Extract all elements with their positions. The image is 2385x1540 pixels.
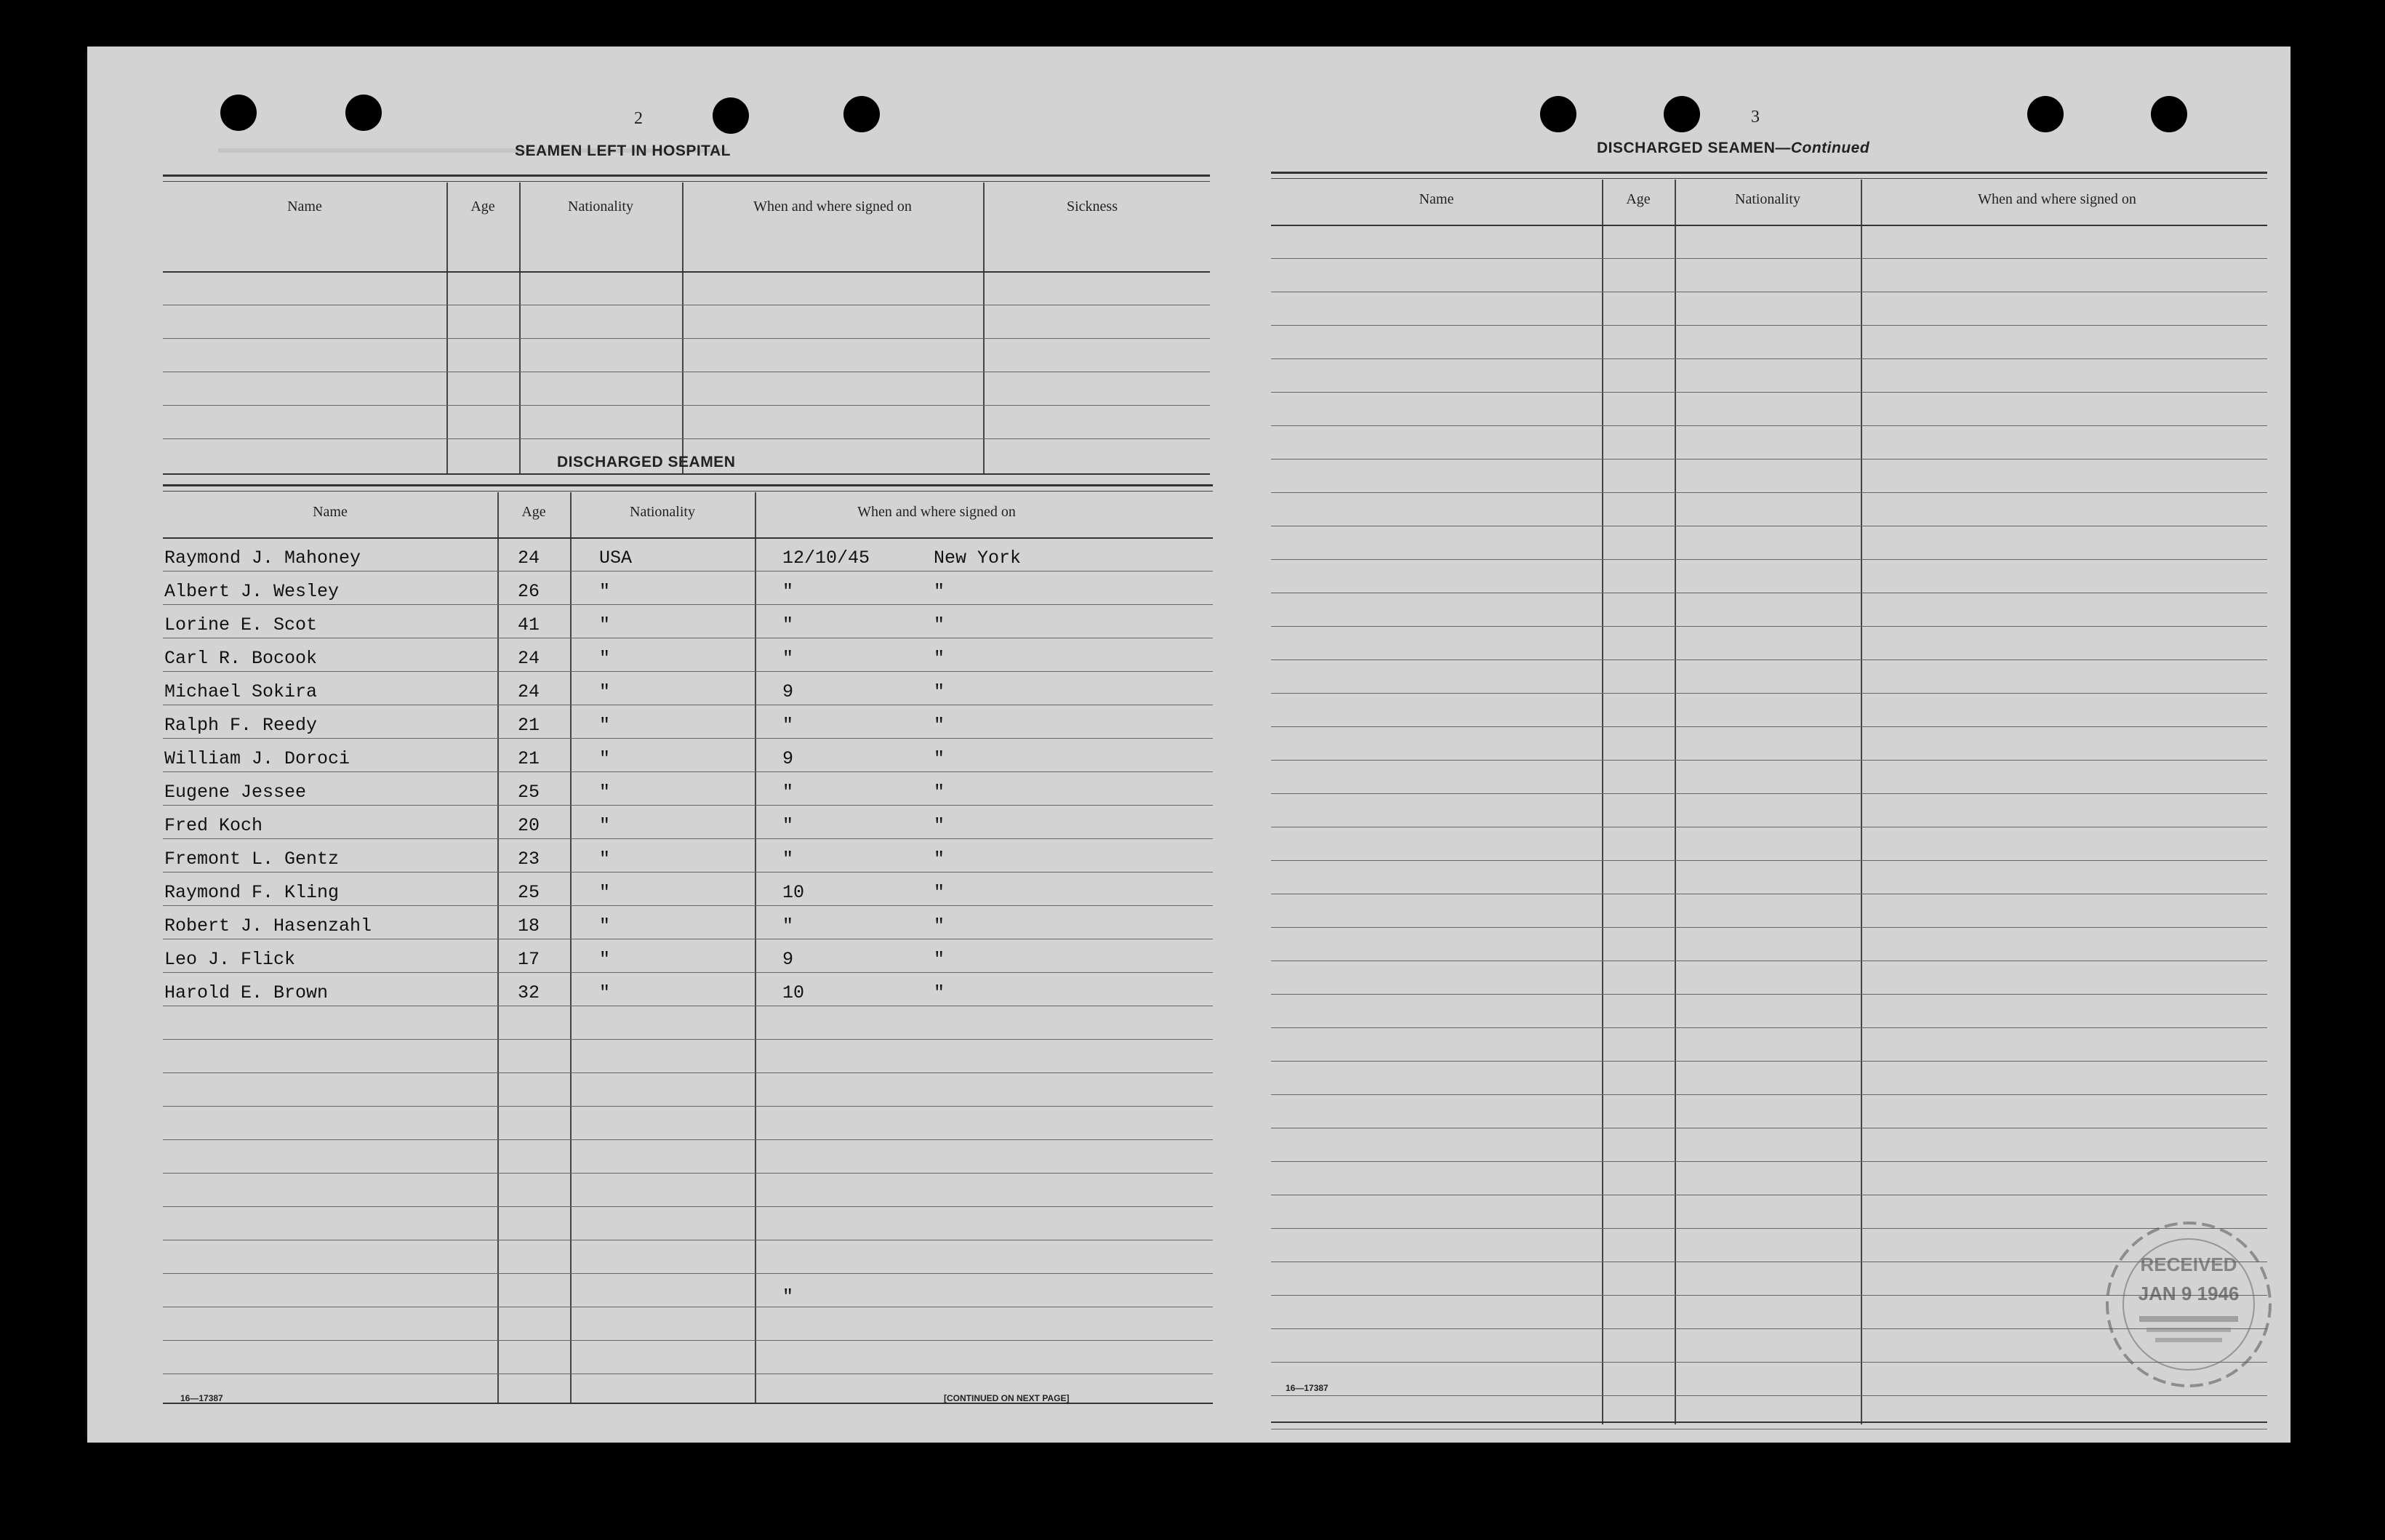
ruled-line: [1271, 225, 2267, 226]
ruled-line: [1271, 559, 2267, 560]
ruled-line: [1271, 1395, 2267, 1396]
discharged-continued-suffix: —Continued: [1775, 140, 1870, 156]
hospital-col-signed-on: When and where signed on: [753, 198, 912, 214]
seaman-signed-place: ": [934, 849, 945, 870]
seaman-age: 21: [518, 748, 540, 769]
seaman-name: Lorine E. Scot: [164, 614, 318, 635]
discharged-col-name: Name: [313, 504, 348, 520]
punch-hole: [713, 97, 749, 134]
ruled-line: [1271, 626, 2267, 627]
right-col-age: Age: [1626, 191, 1651, 207]
seaman-nationality: ": [599, 614, 611, 635]
seaman-signed-date: ": [782, 782, 794, 803]
seaman-age: 24: [518, 648, 540, 669]
seaman-signed-date: 9: [782, 949, 794, 970]
seaman-signed-date: ": [782, 614, 794, 635]
discharged-col-signed-on: When and where signed on: [857, 504, 1016, 520]
ruled-line: [1271, 459, 2267, 460]
seaman-name: Harold E. Brown: [164, 982, 329, 1003]
seaman-signed-date: 10: [782, 982, 805, 1003]
right-col-signed-on: When and where signed on: [1978, 191, 2136, 207]
ruled-line: [1271, 860, 2267, 861]
seaman-age: 21: [518, 715, 540, 736]
hospital-col-sickness: Sickness: [1067, 198, 1118, 214]
extra-ditto-mark: ": [782, 1286, 794, 1307]
seaman-name: Robert J. Hasenzahl: [164, 915, 372, 937]
seaman-signed-place: ": [934, 915, 945, 937]
seaman-name: Leo J. Flick: [164, 949, 296, 970]
seaman-name: Michael Sokira: [164, 681, 318, 702]
form-number-left: 16—17387: [180, 1393, 223, 1403]
discharged-section-title: DISCHARGED SEAMEN: [557, 454, 736, 470]
seaman-name: Raymond F. Kling: [164, 882, 340, 903]
seaman-signed-date: 9: [782, 748, 794, 769]
seaman-name: Raymond J. Mahoney: [164, 548, 361, 569]
discharged-continued-main: DISCHARGED SEAMEN: [1597, 140, 1776, 156]
punch-hole: [843, 96, 880, 132]
discharged-col-age: Age: [521, 504, 546, 520]
ruled-line: [1271, 927, 2267, 928]
discharged-col-nationality: Nationality: [630, 504, 695, 520]
seaman-age: 18: [518, 915, 540, 937]
punch-hole: [2027, 96, 2064, 132]
ruled-line: [1271, 793, 2267, 794]
hospital-col-nationality: Nationality: [568, 198, 633, 214]
seaman-signed-date: ": [782, 581, 794, 602]
seaman-name: Eugene Jessee: [164, 782, 307, 803]
stamp-received-text: RECEIVED: [2140, 1254, 2237, 1275]
seaman-age: 17: [518, 949, 540, 970]
continued-note: [CONTINUED ON NEXT PAGE]: [944, 1393, 1070, 1403]
seaman-signed-place: ": [934, 748, 945, 769]
seaman-signed-place: ": [934, 614, 945, 635]
punch-hole: [1664, 96, 1700, 132]
seaman-age: 23: [518, 849, 540, 870]
ruled-line: [1271, 659, 2267, 660]
punch-hole: [220, 95, 257, 131]
discharged-table-left: [163, 484, 1213, 1404]
received-stamp: [2080, 1210, 2320, 1392]
seaman-signed-place: ": [934, 815, 945, 836]
seaman-name: Fremont L. Gentz: [164, 849, 340, 870]
seaman-signed-place: ": [934, 648, 945, 669]
ruled-line: [1271, 760, 2267, 761]
seaman-signed-place: ": [934, 581, 945, 602]
punch-hole: [2151, 96, 2187, 132]
seaman-signed-place: ": [934, 882, 945, 903]
seaman-signed-place: ": [934, 782, 945, 803]
seaman-age: 25: [518, 782, 540, 803]
punch-hole: [1540, 96, 1576, 132]
seaman-nationality: ": [599, 648, 611, 669]
seaman-signed-place: ": [934, 982, 945, 1003]
ruled-line: [1271, 492, 2267, 493]
seaman-nationality: ": [599, 849, 611, 870]
seaman-signed-date: 10: [782, 882, 805, 903]
seaman-nationality: ": [599, 915, 611, 937]
ruled-line: [1271, 1161, 2267, 1162]
seaman-age: 24: [518, 548, 540, 569]
seaman-nationality: ": [599, 581, 611, 602]
document-sheet: [87, 47, 2290, 1443]
seaman-age: 41: [518, 614, 540, 635]
seaman-signed-place: New York: [934, 548, 1022, 569]
seaman-signed-date: 12/10/45: [782, 548, 870, 569]
seaman-nationality: ": [599, 715, 611, 736]
seaman-signed-place: ": [934, 681, 945, 702]
ruled-line: [1271, 1061, 2267, 1062]
form-number-right: 16—17387: [1286, 1383, 1328, 1393]
seaman-age: 24: [518, 681, 540, 702]
seaman-nationality: ": [599, 782, 611, 803]
ruled-line: [1271, 1094, 2267, 1095]
seaman-signed-date: ": [782, 648, 794, 669]
right-col-name: Name: [1419, 191, 1454, 207]
seaman-nationality: USA: [599, 548, 633, 569]
seaman-name: William J. Doroci: [164, 748, 350, 769]
seaman-nationality: ": [599, 882, 611, 903]
seaman-nationality: ": [599, 982, 611, 1003]
hospital-col-age: Age: [470, 198, 495, 214]
punch-hole: [345, 95, 382, 131]
stamp-date-text: JAN 9 1946: [2138, 1283, 2240, 1304]
ruled-line: [1271, 325, 2267, 326]
hospital-section-title: SEAMEN LEFT IN HOSPITAL: [515, 143, 731, 159]
seaman-age: 32: [518, 982, 540, 1003]
seaman-name: Ralph F. Reedy: [164, 715, 318, 736]
seaman-signed-place: ": [934, 715, 945, 736]
seaman-signed-place: ": [934, 949, 945, 970]
seaman-name: Albert J. Wesley: [164, 581, 340, 602]
ruled-line: [1271, 358, 2267, 359]
ruled-line: [1271, 994, 2267, 995]
seaman-signed-date: ": [782, 915, 794, 937]
seaman-age: 25: [518, 882, 540, 903]
ruled-line: [1271, 726, 2267, 727]
seaman-name: Carl R. Bocook: [164, 648, 318, 669]
seaman-name: Fred Koch: [164, 815, 263, 836]
ruled-line: [1271, 258, 2267, 259]
seaman-nationality: ": [599, 748, 611, 769]
ruled-line: [1271, 425, 2267, 426]
seaman-signed-date: ": [782, 815, 794, 836]
page-number-left: 2: [634, 109, 643, 128]
discharged-continued-title: [1597, 140, 1869, 157]
right-col-nationality: Nationality: [1735, 191, 1800, 207]
seaman-signed-date: ": [782, 849, 794, 870]
hospital-table: [163, 175, 1210, 476]
seaman-age: 20: [518, 815, 540, 836]
seaman-signed-date: 9: [782, 681, 794, 702]
ruled-line: [1271, 693, 2267, 694]
hospital-col-name: Name: [287, 198, 322, 214]
page-number-right: 3: [1751, 108, 1760, 127]
seaman-nationality: ": [599, 949, 611, 970]
seaman-signed-date: ": [782, 715, 794, 736]
ruled-line: [1271, 392, 2267, 393]
seaman-age: 26: [518, 581, 540, 602]
seaman-nationality: ": [599, 681, 611, 702]
ruled-line: [1271, 1027, 2267, 1028]
seaman-nationality: ": [599, 815, 611, 836]
